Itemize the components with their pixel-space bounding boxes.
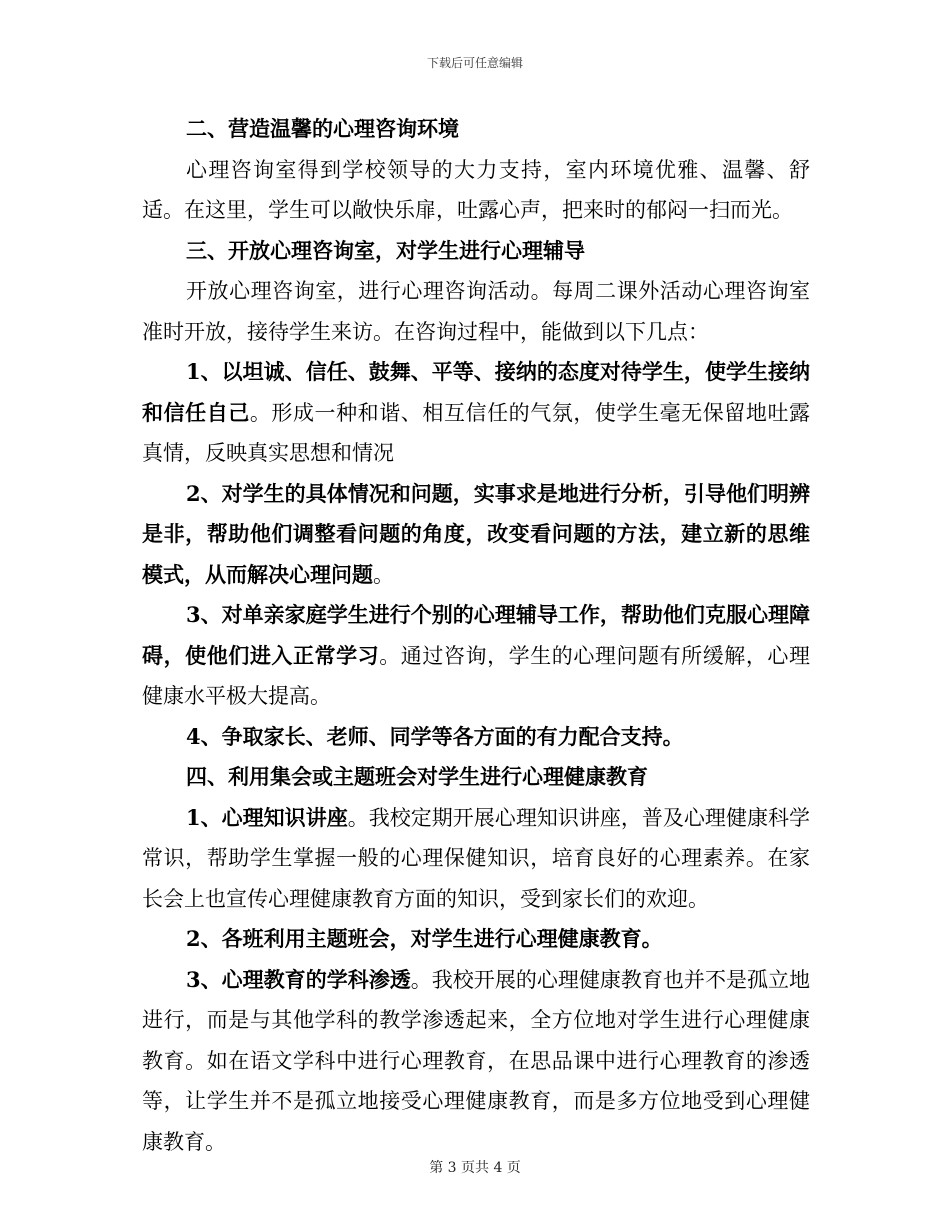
- list-item: [142, 352, 810, 474]
- body-text: 。我校定期开展心理知识讲座，普及心理健康科学常识，帮助学生掌握一般的心理保健知识，培育良好的心理素养。在家长会上也宣传心理健康教育方面的知识，受到家长们的欢迎。: [142, 805, 810, 911]
- bold-text: 3、心理教育的学科渗透: [186, 966, 411, 992]
- bold-text: 1、以坦诚、信任、鼓舞、平等、接纳的态度对待学生，使学生接纳和信任自己: [142, 359, 810, 425]
- body-text: 。通过咨询，学生的心理问题有所缓解，心理健康水平极大提高。: [142, 643, 810, 708]
- paragraph: [142, 271, 810, 352]
- list-item: [142, 919, 810, 960]
- list-item: [142, 960, 810, 1163]
- bold-text: 三、开放心理咨询室，对学生进行心理辅导: [186, 237, 585, 263]
- bold-text: 4、争取家长、老师、同学等各方面的有力配合支持。: [186, 723, 684, 749]
- bold-text: 2、各班利用主题班会，对学生进行心理健康教育。: [186, 926, 663, 951]
- page-footer: 第 3 页共 4 页: [429, 1160, 521, 1176]
- bold-text: 二、营造温馨的心理咨询环境: [186, 116, 459, 141]
- body-text: 。形成一种和谐、相互信任的气氛，使学生毫无保留地吐露真情，反映真实思想和情况: [142, 400, 811, 465]
- bold-text: 四、利用集会或主题班会对学生进行心理健康教育: [186, 764, 648, 789]
- list-item: [142, 474, 810, 596]
- heading-section-2: [142, 109, 810, 150]
- bold-text: 3、对单亲家庭学生进行个别的心理辅导工作，帮助他们克服心理障碍，使他们进入正常学习: [142, 602, 810, 668]
- page-header: 下载后可任意编辑: [426, 56, 523, 70]
- heading-section-4: [142, 757, 810, 798]
- list-item: [142, 798, 810, 920]
- heading-section-3: [142, 231, 810, 272]
- body-text: 开放心理咨询室，进行心理咨询活动。每周二课外活动心理咨询室准时开放，接待学生来访。在咨询过程中，能做到以下几点：: [142, 279, 810, 344]
- body-text: 。我校开展的心理健康教育也并不是孤立地进行，而是与其他学科的教学渗透起来，全方位地对学生进行心理健康教育。如在语文学科中进行心理教育，在思品课中进行心理教育的渗透等，让学生并不是孤立地接受心理健康教育，而是多方位地受到心理健康教育。: [142, 967, 810, 1154]
- list-item: [142, 595, 810, 717]
- body-text: 心理咨询室得到学校领导的大力支持，室内环境优雅、温馨、舒适。在这里，学生可以敞快乐扉，吐露心声，把来时的郁闷一扫而光。: [142, 157, 810, 222]
- paragraph: [142, 150, 810, 231]
- bold-text: 1、心理知识讲座: [186, 804, 348, 830]
- body-text: 。: [373, 562, 394, 587]
- bold-text: 2、对学生的具体情况和问题，实事求是地进行分析，引导他们明辨是非，帮助他们调整看问题的角度，改变看问题的方法，建立新的思维模式，从而解决心理问题: [142, 480, 810, 587]
- document-body: [142, 109, 810, 1162]
- list-item: [142, 717, 810, 758]
